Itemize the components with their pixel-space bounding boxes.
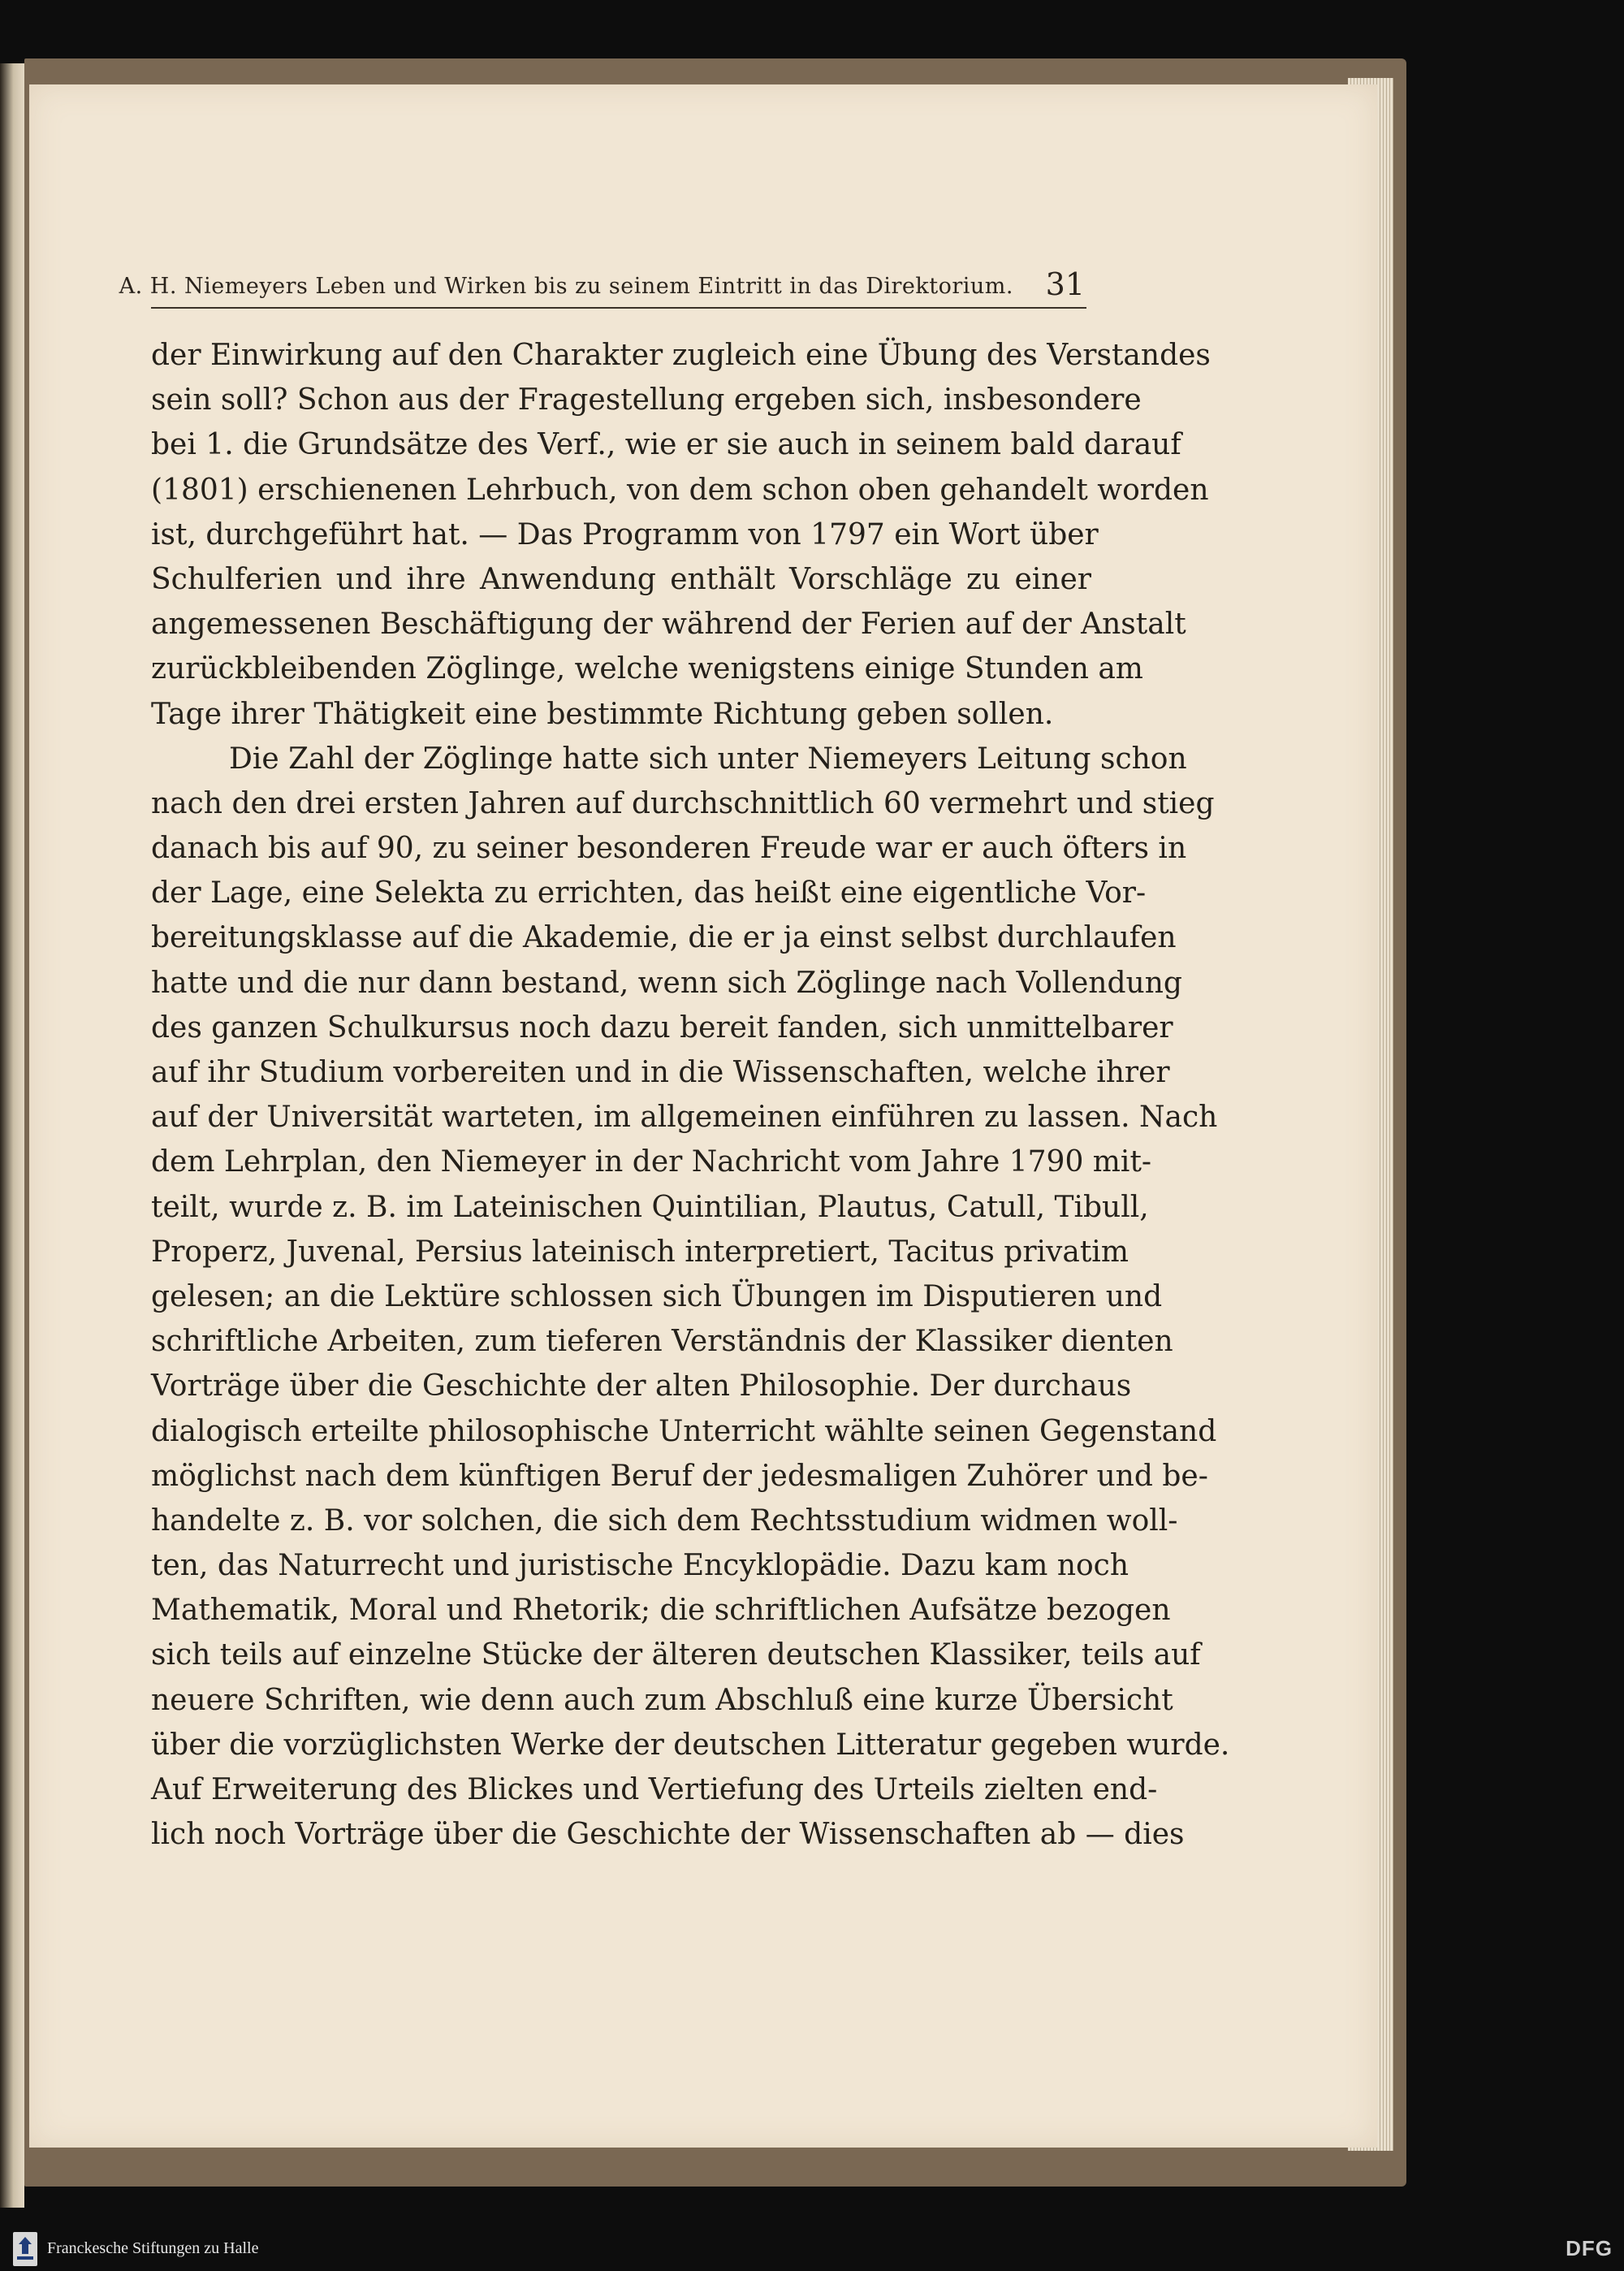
text-line: möglichst nach dem künftigen Beruf der jedesmaligen Zuhörer und be-	[151, 1459, 1208, 1493]
text-line: handelte z. B. vor solchen, die sich dem Rechtsstudium widmen woll-	[151, 1503, 1178, 1538]
book-left-edge	[0, 63, 24, 2208]
text-line: des ganzen Schulkursus noch dazu bereit fanden, sich unmittelbarer	[151, 1010, 1173, 1045]
page-number: 31	[1045, 266, 1085, 302]
text-line: über die vorzüglichsten Werke der deutschen Litteratur gegeben wurde.	[151, 1728, 1230, 1762]
viewer-footer	[0, 2229, 1624, 2271]
text-line: Schulferien und ihre Anwendung enthält Vorschläge zu einer	[151, 562, 1091, 596]
body-text	[151, 333, 1230, 1857]
paragraph-start-line: Die Zahl der Zöglinge hatte sich unter Niemeyers Leitung schon	[229, 742, 1187, 776]
paragraph-end-line: Tage ihrer Thätigkeit eine bestimmte Richtung geben sollen.	[151, 697, 1054, 731]
text-line: auf ihr Studium vorbereiten und in die Wissenschaften, welche ihrer	[151, 1056, 1170, 1089]
text-line: der Einwirkung auf den Charakter zugleich eine Übung des Verstandes	[151, 339, 1211, 372]
text-line: der Lage, eine Selekta zu errichten, das heißt eine eigentliche Vor-	[151, 876, 1147, 911]
text-line: bei 1. die Grundsätze des Verf., wie er sie auch in seinem bald darauf	[151, 428, 1181, 462]
text-line: sich teils auf einzelne Stücke der älteren deutschen Klassiker, teils auf	[151, 1638, 1201, 1672]
text-line: hatte und die nur dann bestand, wenn sich Zöglinge nach Vollendung	[151, 966, 1182, 1000]
running-title: A. H. Niemeyers Leben und Wirken bis zu seinem Eintritt in das Direktorium.	[119, 274, 1013, 299]
text-line: teilt, wurde z. B. im Lateinischen Quintilian, Plautus, Catull, Tibull,	[151, 1190, 1149, 1224]
text-line: Auf Erweiterung des Blickes und Vertiefung des Urteils zielten end-	[151, 1773, 1158, 1806]
text-line: auf der Universität warteten, im allgemeinen einführen zu lassen. Nach	[151, 1101, 1218, 1135]
text-line: lich noch Vorträge über die Geschichte der Wissenschaften ab — dies	[151, 1818, 1185, 1852]
text-line: Vorträge über die Geschichte der alten Philosophie. Der durchaus	[151, 1369, 1132, 1404]
institution-name: Franckesche Stiftungen zu Halle	[47, 2239, 259, 2257]
text-line: neuere Schriften, wie denn auch zum Abschluß eine kurze Übersicht	[151, 1683, 1173, 1717]
text-line: bereitungsklasse auf die Akademie, die er ja einst selbst durchlaufen	[151, 921, 1177, 955]
text-line: schriftliche Arbeiten, zum tieferen Verständnis der Klassiker dienten	[151, 1325, 1173, 1359]
text-line: dialogisch erteilte philosophische Unterricht wählte seinen Gegenstand	[151, 1414, 1217, 1448]
text-line: zurückbleibenden Zöglinge, welche wenigstens einige Stunden am	[151, 652, 1143, 686]
text-line: angemessenen Beschäftigung der während der Ferien auf der Anstalt	[151, 608, 1186, 642]
text-line: dem Lehrplan, den Niemeyer in der Nachricht vom Jahre 1790 mit-	[151, 1145, 1152, 1179]
text-line: gelesen; an die Lektüre schlossen sich Übungen im Disputieren und	[151, 1279, 1163, 1313]
dfg-logo: DFG	[1566, 2236, 1613, 2260]
text-line: danach bis auf 90, zu seiner besonderen Freude war er auch öfters in	[151, 832, 1187, 866]
francke-foundations-logo-icon	[13, 2232, 37, 2266]
text-line: ten, das Naturrecht und juristische Encyklopädie. Dazu kam noch	[151, 1549, 1129, 1583]
text-line: Properz, Juvenal, Persius lateinisch interpretiert, Tacitus privatim	[151, 1235, 1129, 1269]
text-line: ist, durchgeführt hat. — Das Programm von 1797 ein Wort über	[151, 517, 1099, 552]
page-header	[119, 265, 1086, 309]
text-line: Mathematik, Moral und Rhetorik; die schriftlichen Aufsätze bezogen	[151, 1594, 1171, 1628]
text-line: (1801) erschienenen Lehrbuch, von dem schon oben gehandelt worden	[151, 473, 1209, 507]
text-line: nach den drei ersten Jahren auf durchschnittlich 60 vermehrt und stieg	[151, 786, 1215, 820]
text-line: sein soll? Schon aus der Fragestellung ergeben sich, insbesondere	[151, 383, 1142, 417]
